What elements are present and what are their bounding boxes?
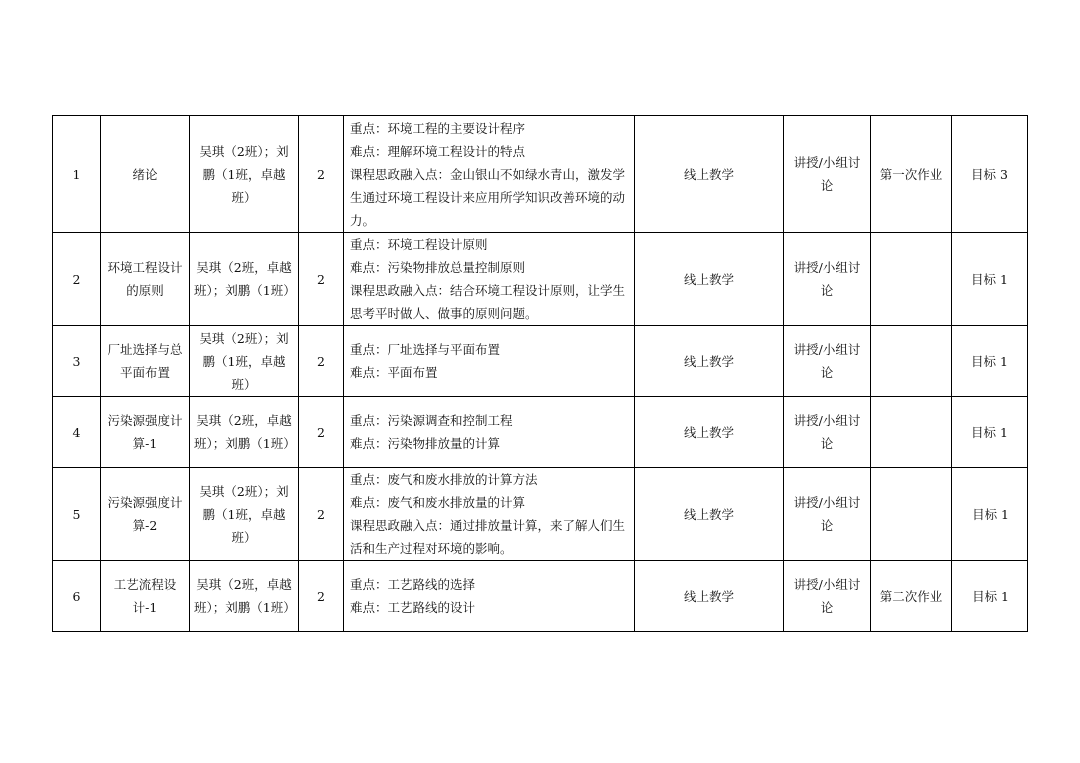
chapter-title: 环境工程设计的原则 xyxy=(101,233,190,326)
content-cell xyxy=(344,326,635,397)
homework-cell: 第二次作业 xyxy=(871,561,952,632)
homework-cell xyxy=(871,468,952,561)
teaching-mode: 线上教学 xyxy=(635,233,784,326)
table-row xyxy=(53,116,1028,233)
difficulty: 难点：理解环境工程设计的特点 xyxy=(350,143,526,159)
difficulty: 难点：废气和废水排放量的计算 xyxy=(350,495,526,510)
hours-cell: 2 xyxy=(299,326,344,397)
content-cell xyxy=(344,397,635,468)
teacher-cell: 吴琪（2班）；刘鹏（1班，卓越班） xyxy=(190,116,299,233)
key-point: 重点：环境工程的主要设计程序 xyxy=(350,120,526,136)
row-number: 2 xyxy=(53,233,101,326)
difficulty: 难点：工艺路线的设计 xyxy=(350,600,476,615)
hours-cell: 2 xyxy=(299,397,344,468)
key-point: 重点：废气和废水排放的计算方法 xyxy=(350,472,538,487)
teaching-mode: 线上教学 xyxy=(635,468,784,561)
row-number: 3 xyxy=(53,326,101,397)
teacher-cell: 吴琪（2班，卓越班）；刘鹏（1班） xyxy=(190,233,299,326)
hours-cell: 2 xyxy=(299,233,344,326)
ideology-point: 课程思政融入点：金山银山不如绿水青山，激发学生通过环境工程设计来应用所学知识改善环境的动力。 xyxy=(350,166,626,228)
chapter-title: 绪论 xyxy=(101,116,190,233)
key-point: 重点：污染源调查和控制工程 xyxy=(350,413,513,428)
teaching-method: 讲授/小组讨论 xyxy=(784,116,871,233)
table-row xyxy=(53,468,1028,561)
teacher-cell: 吴琪（2班，卓越班）；刘鹏（1班） xyxy=(190,561,299,632)
table-row xyxy=(53,326,1028,397)
target-cell: 目标 1 xyxy=(952,397,1028,468)
target-cell: 目标 1 xyxy=(952,561,1028,632)
teacher-cell: 吴琪（2班，卓越班）；刘鹏（1班） xyxy=(190,397,299,468)
table-row xyxy=(53,561,1028,632)
key-point: 重点：环境工程设计原则 xyxy=(350,237,488,252)
homework-cell xyxy=(871,233,952,326)
homework-cell xyxy=(871,326,952,397)
content-cell xyxy=(344,561,635,632)
hours-cell: 2 xyxy=(299,116,344,233)
ideology-point: 课程思政融入点：通过排放量计算，来了解人们生活和生产过程对环境的影响。 xyxy=(350,518,626,556)
row-number: 1 xyxy=(53,116,101,233)
hours-cell: 2 xyxy=(299,468,344,561)
teaching-method: 讲授/小组讨论 xyxy=(784,561,871,632)
chapter-title: 工艺流程设计-1 xyxy=(101,561,190,632)
teaching-method: 讲授/小组讨论 xyxy=(784,397,871,468)
chapter-title: 污染源强度计算-1 xyxy=(101,397,190,468)
table-row xyxy=(53,397,1028,468)
teaching-mode: 线上教学 xyxy=(635,397,784,468)
target-cell: 目标 1 xyxy=(952,326,1028,397)
target-cell: 目标 1 xyxy=(952,468,1028,561)
teaching-method: 讲授/小组讨论 xyxy=(784,233,871,326)
chapter-title: 污染源强度计算-2 xyxy=(101,468,190,561)
homework-cell xyxy=(871,397,952,468)
course-schedule-table xyxy=(52,115,1028,632)
ideology-point: 课程思政融入点：结合环境工程设计原则，让学生思考平时做人、做事的原则问题。 xyxy=(350,283,626,321)
teaching-method: 讲授/小组讨论 xyxy=(784,468,871,561)
teacher-cell: 吴琪（2班）；刘鹏（1班，卓越班） xyxy=(190,468,299,561)
row-number: 5 xyxy=(53,468,101,561)
hours-cell: 2 xyxy=(299,561,344,632)
content-cell xyxy=(344,233,635,326)
key-point: 重点：厂址选择与平面布置 xyxy=(350,342,501,357)
homework-cell: 第一次作业 xyxy=(871,116,952,233)
content-cell xyxy=(344,116,635,233)
difficulty: 难点：平面布置 xyxy=(350,365,438,380)
row-number: 6 xyxy=(53,561,101,632)
teaching-method: 讲授/小组讨论 xyxy=(784,326,871,397)
teaching-mode: 线上教学 xyxy=(635,326,784,397)
table-row xyxy=(53,233,1028,326)
row-number: 4 xyxy=(53,397,101,468)
target-cell: 目标 3 xyxy=(952,116,1028,233)
teaching-mode: 线上教学 xyxy=(635,561,784,632)
content-cell xyxy=(344,468,635,561)
target-cell: 目标 1 xyxy=(952,233,1028,326)
chapter-title: 厂址选择与总平面布置 xyxy=(101,326,190,397)
teacher-cell: 吴琪（2班）；刘鹏（1班，卓越班） xyxy=(190,326,299,397)
difficulty: 难点：污染物排放总量控制原则 xyxy=(350,260,526,275)
key-point: 重点：工艺路线的选择 xyxy=(350,577,476,592)
difficulty: 难点：污染物排放量的计算 xyxy=(350,436,501,451)
teaching-mode: 线上教学 xyxy=(635,116,784,233)
